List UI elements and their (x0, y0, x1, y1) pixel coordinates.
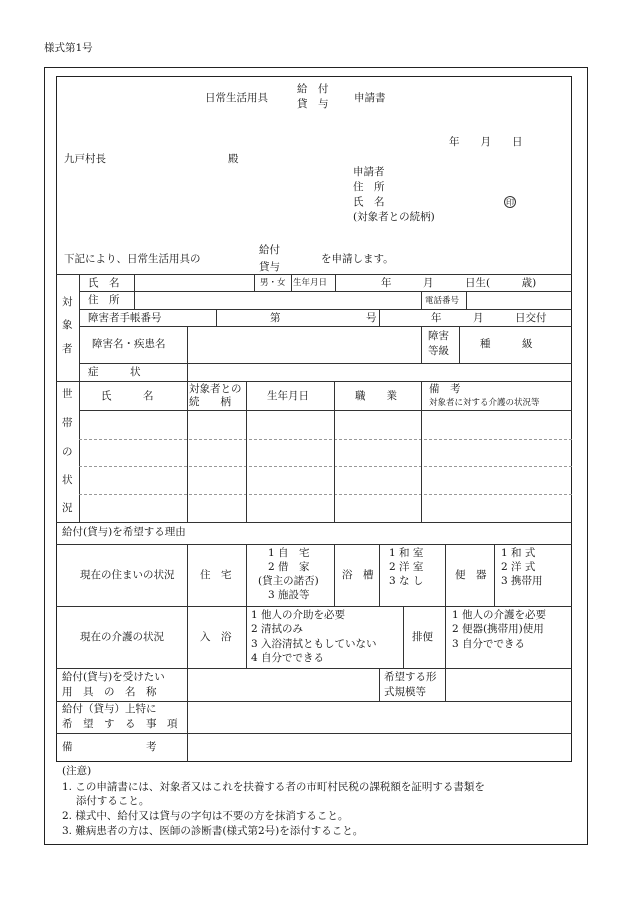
seal-icon: 印 (506, 198, 514, 207)
col-birth: 生年月日 (267, 390, 309, 402)
cell-line (134, 274, 135, 309)
birth-field[interactable]: 年 月 日生( 歳) (381, 277, 537, 289)
request-taiyo: 貸与 (259, 261, 280, 273)
cell-line (254, 274, 255, 291)
grade-label-2: 等級 (428, 345, 449, 357)
cell-line (216, 309, 217, 326)
row-line (56, 606, 572, 607)
col-relation-1: 対象者との (189, 383, 242, 395)
col-occupation: 職 業 (355, 390, 397, 402)
shape-label-1: 希望する形 (384, 671, 437, 683)
row-line (56, 733, 572, 734)
remarks-label: 備 考 (62, 741, 157, 753)
cell-line (421, 381, 422, 522)
row-line (79, 466, 572, 467)
col-care-status: 対象者に対する介護の状況等 (429, 398, 540, 408)
request-label-2: 希 望 す る 事 項 (62, 718, 178, 730)
cell-line (494, 544, 495, 606)
toilet-opt-1[interactable]: 1 和 式 (501, 547, 536, 559)
cell-line (379, 544, 380, 606)
cell-line (334, 381, 335, 522)
cell-line (459, 326, 460, 363)
house-opt-3[interactable]: 3 施設等 (268, 589, 310, 601)
cell-line (445, 544, 446, 606)
col-relation-2: 続 柄 (189, 396, 231, 408)
care-label: 現在の介護の状況 (80, 631, 164, 643)
house-label: 住 宅 (200, 569, 232, 581)
cell-line (379, 668, 380, 701)
subject-label-3: 者 (62, 343, 73, 355)
request-label-1: 給付（貸与）上特に (62, 703, 157, 715)
house-opt-1[interactable]: 1 自 宅 (268, 547, 310, 559)
cell-line (187, 668, 188, 762)
form-number: 様式第1号 (44, 42, 93, 54)
cell-line (421, 326, 422, 363)
row-line (79, 363, 572, 364)
item-name-label-2: 用 具 の 名 称 (62, 686, 157, 698)
phone-label: 電話番号 (425, 296, 460, 306)
bathing-opt-2[interactable]: 2 清拭のみ (251, 623, 304, 635)
row-line (56, 668, 572, 669)
cell-line (291, 274, 292, 291)
dono: 殿 (228, 153, 239, 165)
household-label-3: の (62, 446, 73, 458)
cell-line (335, 274, 336, 291)
bath-opt-1[interactable]: 1 和 室 (389, 547, 424, 559)
row-line (56, 381, 572, 382)
handbook-label: 障害者手帳番号 (88, 312, 162, 324)
applicant-relation: (対象者との続柄) (353, 211, 435, 223)
grade-label-1: 障害 (428, 330, 449, 342)
date-field[interactable]: 年 月 日 (449, 136, 523, 148)
household-label-2: 帯 (62, 417, 73, 429)
shape-label-2: 式規模等 (384, 686, 426, 698)
applicant-address: 住 所 (353, 181, 385, 193)
row-line (56, 522, 572, 523)
handbook-dai: 第 (270, 312, 281, 324)
subject-label-2: 象 (62, 319, 73, 331)
applicant-name: 氏 名 (353, 196, 385, 208)
subject-name-label: 氏 名 (88, 277, 120, 289)
bath-opt-3[interactable]: 3 な し (389, 575, 424, 587)
excretion-label: 排便 (412, 631, 433, 643)
cell-line (403, 606, 404, 668)
row-line (56, 701, 572, 702)
household-label-1: 世 (62, 388, 73, 400)
col-remarks: 備 考 (429, 383, 461, 395)
cell-line (466, 291, 467, 309)
issue-date-field[interactable]: 年 月 日交付 (431, 312, 547, 324)
request-prefix: 下記により、日常生活用具の (64, 253, 201, 265)
cell-line (421, 291, 422, 309)
grade-field[interactable]: 種 級 (480, 338, 533, 350)
bathing-opt-1[interactable]: 1 他人の介助を必要 (251, 609, 346, 621)
disability-label: 障害名・疾患名 (92, 338, 166, 350)
cell-line (246, 544, 247, 606)
household-label-4: 状 (62, 474, 73, 486)
col-name: 氏 名 (101, 390, 154, 402)
house-opt-2[interactable]: 2 借 家 (268, 561, 310, 573)
row-line (79, 309, 572, 310)
note-2: 2. 様式中、給付又は貸与の字句は不要の方を抹消すること。 (62, 810, 349, 822)
cell-line (445, 668, 446, 701)
living-label: 現在の住まいの状況 (80, 569, 175, 581)
notes-title: (注意) (62, 765, 92, 777)
toilet-opt-2[interactable]: 2 洋 式 (501, 561, 536, 573)
birth-label: 生年月日 (293, 278, 328, 288)
item-name-label-1: 給付(貸与)を受けたい (62, 671, 165, 683)
note-1-cont: 添付すること。 (62, 795, 150, 807)
toilet-opt-3[interactable]: 3 携帯用 (501, 575, 543, 587)
cell-line (187, 381, 188, 522)
subject-address-label: 住 所 (88, 294, 120, 306)
reason-label: 給付(貸与)を希望する理由 (62, 526, 186, 538)
cell-line (379, 309, 380, 326)
request-suffix: を申請します。 (321, 253, 394, 265)
row-line (79, 326, 572, 327)
excretion-opt-2[interactable]: 2 便器(携帯用)使用 (452, 623, 544, 635)
bathing-label: 入 浴 (200, 631, 232, 643)
cell-line (187, 363, 188, 381)
excretion-opt-3[interactable]: 3 自分でできる (452, 638, 526, 650)
house-opt-lender: (貸主の諾否) (258, 575, 319, 587)
addressee: 九戸村長 (64, 153, 106, 165)
row-line (79, 439, 572, 440)
title-taiyo: 貸 与 (297, 98, 329, 110)
subject-label-1: 対 (62, 296, 73, 308)
bathing-opt-4[interactable]: 4 自分でできる (251, 652, 325, 664)
sex-field[interactable]: 男・女 (260, 278, 286, 288)
symptom-label: 症 状 (88, 366, 141, 378)
cell-line (246, 606, 247, 668)
cell-line (334, 544, 335, 606)
row-line (79, 410, 572, 411)
row-line (79, 494, 572, 495)
excretion-opt-1[interactable]: 1 他人の介護を必要 (452, 609, 547, 621)
title-kyufu: 給 付 (297, 83, 329, 95)
row-line (79, 291, 572, 292)
toilet-label: 便 器 (455, 569, 487, 581)
cell-line (187, 326, 188, 363)
note-3: 3. 難病患者の方は、医師の診断書(様式第2号)を添付すること。 (62, 825, 364, 837)
request-kyufu: 給付 (259, 244, 280, 256)
household-label-5: 況 (62, 502, 73, 514)
title-prefix: 日常生活用具 (205, 92, 268, 104)
cell-line (445, 606, 446, 668)
bathing-opt-3[interactable]: 3 入浴清拭ともしていない (251, 638, 377, 650)
section-col-line (79, 274, 80, 522)
cell-line (246, 381, 247, 522)
applicant-label: 申請者 (353, 166, 385, 178)
title-suffix: 申請書 (354, 92, 386, 104)
handbook-gou: 号 (366, 312, 377, 324)
bath-opt-2[interactable]: 2 洋 室 (389, 561, 424, 573)
bath-label: 浴 槽 (342, 569, 374, 581)
note-1: 1. この申請書には、対象者又はこれを扶養する者の市町村民税の課税額を証明する書類を (62, 781, 485, 793)
